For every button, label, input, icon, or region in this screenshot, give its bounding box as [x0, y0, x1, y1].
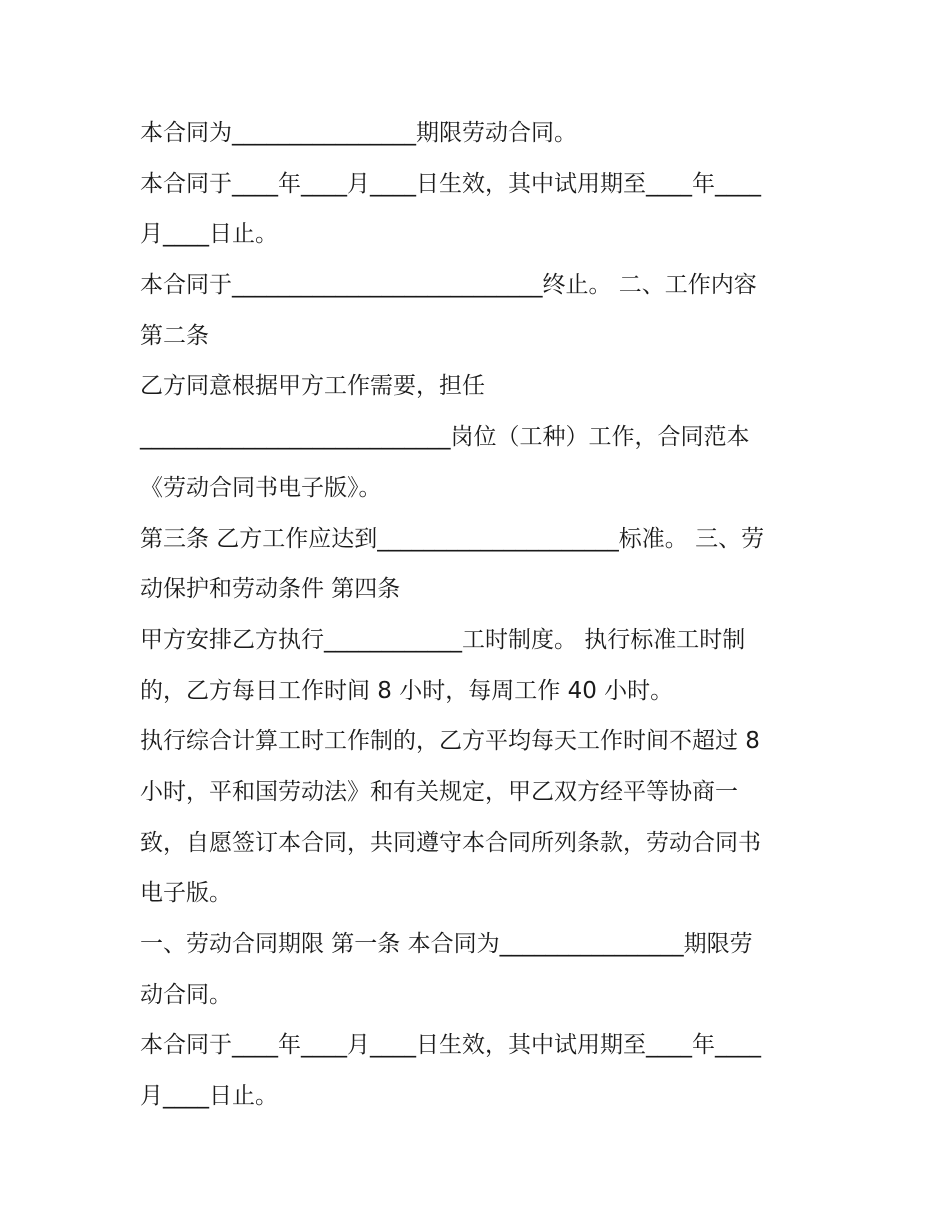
contract-line: ___________________________岗位（工种）工作，合同范本	[140, 424, 750, 451]
contract-line: 甲方安排乙方执行____________工时制度。 执行标准工时制	[140, 626, 746, 653]
contract-line: 月____日止。	[140, 1083, 278, 1110]
contract-line: 一、劳动合同期限 第一条 本合同为________________期限劳	[140, 931, 753, 957]
contract-body	[140, 108, 820, 1122]
contract-line: 动合同。	[140, 981, 232, 1008]
contract-line: 乙方同意根据甲方工作需要，担任	[140, 373, 485, 400]
contract-line: 动保护和劳动条件 第四条	[140, 576, 401, 603]
contract-line: 第二条	[140, 322, 209, 349]
contract-line: 致，自愿签订本合同，共同遵守本合同所列条款，劳动合同书	[140, 829, 761, 856]
contract-line: 《劳动合同书电子版》。	[140, 474, 382, 501]
contract-line: 本合同于____年____月____日生效，其中试用期至____年____	[140, 170, 761, 197]
contract-line: 电子版。	[140, 880, 232, 907]
contract-line: 小时，平和国劳动法》和有关规定，甲乙双方经平等协商一	[140, 778, 738, 805]
contract-line: 的，乙方每日工作时间 8 小时，每周工作 40 小时。	[140, 677, 674, 704]
contract-line: 本合同于____年____月____日生效，其中试用期至____年____	[140, 1032, 761, 1059]
contract-line: 本合同为________________期限劳动合同。	[140, 120, 577, 146]
contract-line: 执行综合计算工时工作制的，乙方平均每天工作时间不超过 8	[140, 728, 760, 755]
contract-line: 第三条 乙方工作应达到_____________________标准。 三、劳	[140, 525, 765, 552]
contract-line: 本合同于___________________________终止。 二、工作内容	[140, 272, 757, 299]
contract-line: 月____日止。	[140, 221, 278, 248]
